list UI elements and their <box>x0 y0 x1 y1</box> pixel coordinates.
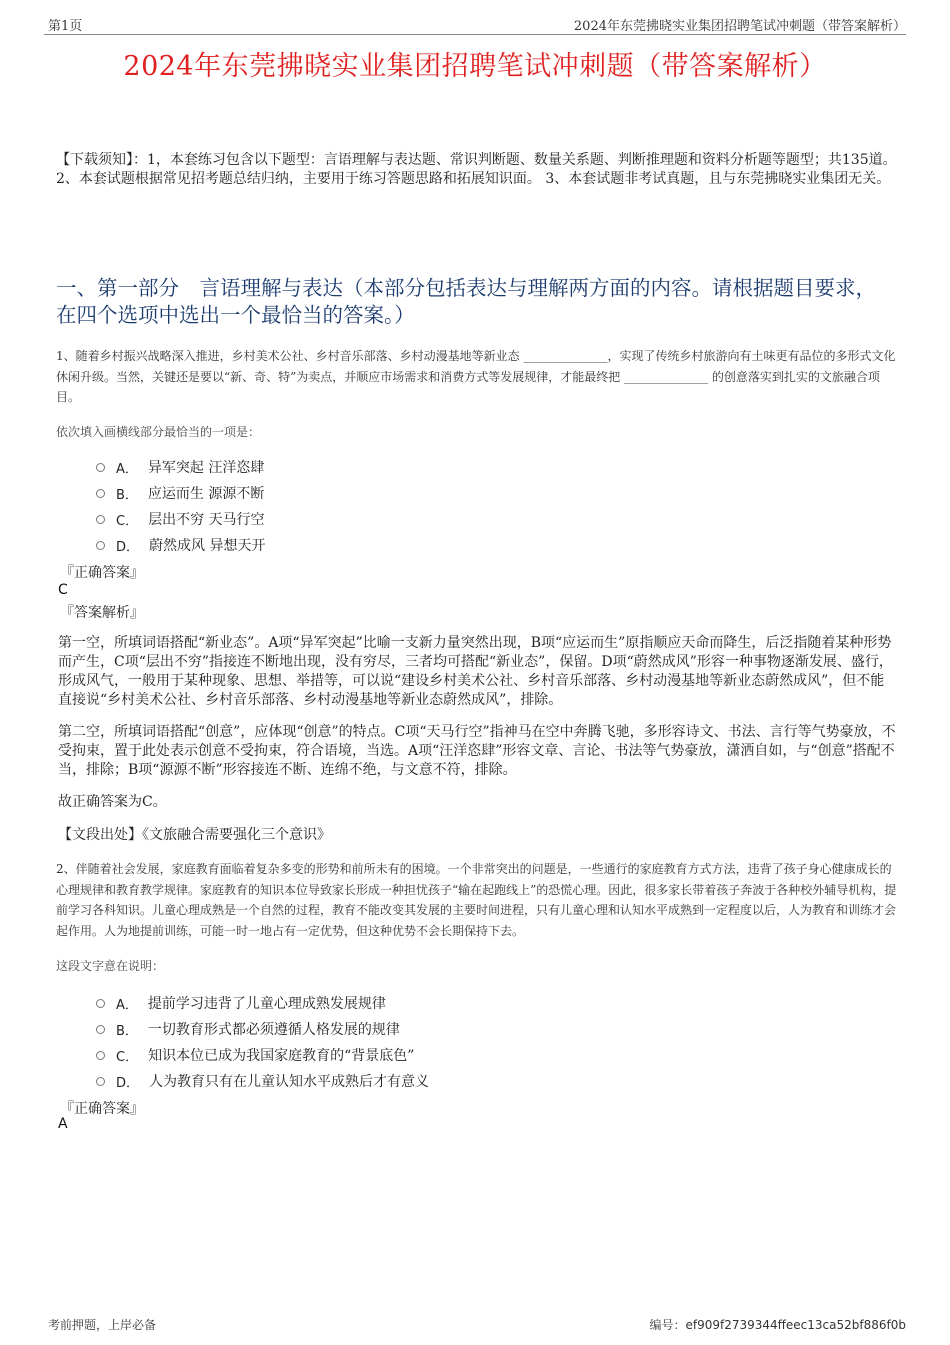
question-1-option-c[interactable] <box>96 509 265 529</box>
option-text: 层出不穷 天马行空 <box>148 512 265 528</box>
question-1-stem: 1、随着乡村振兴战略深入推进，乡村美术公社、乡村音乐部落、乡村动漫基地等新业态 ______________，实现了传统乡村旅游向有土味更有品位的多形式文化休闲升级。当然，关键还是要以“新、奇、特”为卖点，并顺应市场需求和消费方式等发展规律，才能最终把 ______________ 的创意落实到扎实的文旅融合项目。 <box>56 349 896 404</box>
footer-slogan: 考前押题，上岸必备 <box>48 1318 157 1332</box>
question-2-option-c[interactable] <box>96 1045 414 1065</box>
question-2-option-a[interactable] <box>96 993 386 1013</box>
option-text: 一切教育形式都必须遵循人格发展的规律 <box>147 1022 400 1038</box>
option-text: 人为教育只有在儿童认知水平成熟后才有意义 <box>149 1074 430 1090</box>
question-1-analysis-label: 『答案解析』 <box>60 605 144 621</box>
radio-icon[interactable] <box>96 999 105 1008</box>
radio-icon[interactable] <box>96 1025 105 1034</box>
header-divider <box>44 34 906 35</box>
radio-icon[interactable] <box>96 541 105 550</box>
question-1-option-a[interactable] <box>96 457 264 477</box>
radio-icon[interactable] <box>96 489 105 498</box>
question-1-analysis-paragraph-1: 第一空，所填词语搭配“新业态”。A项“异军突起”比喻一支新力量突然出现，B项“应运而生”原指顺应天命而降生，后泛指随着某种形势而产生，C项“层出不穷”指接连不断地出现，没有穷尽，三者均可搭配“新业态”，保留。D项“蔚然成风”形容一种事物逐渐发展、盛行，形成风气，一般用于某种现象、思想、举措等，可以说“建设乡村美术公社、乡村音乐部落、乡村动漫基地等新业态蔚然成风”，但不能直接说“乡村美术公社、乡村音乐部落、乡村动漫基地等新业态蔚然成风”，排除。 <box>58 635 893 708</box>
question-2-option-b[interactable] <box>96 1019 400 1039</box>
option-letter: A． <box>116 997 138 1013</box>
option-letter: A． <box>116 461 138 477</box>
option-text: 应运而生 源源不断 <box>147 486 265 502</box>
question-1-option-b[interactable] <box>96 483 264 503</box>
question-1-source: 【文段出处】《文旅融合需要强化三个意识》 <box>58 827 331 843</box>
radio-icon[interactable] <box>96 1077 105 1086</box>
option-letter: B． <box>116 1023 138 1039</box>
download-notice: 【下载须知】：1，本套练习包含以下题型：言语理解与表达题、常识判断题、数量关系题、判断推理题和资料分析题等题型；共135道。 2、本套试题根据常见招考题总结归纳，主要用于练习答题思路和拓展知识面。 3、本套试题非考试真题，且与东莞拂晓实业集团无关。 <box>56 152 897 187</box>
option-letter: D． <box>116 539 140 555</box>
question-1-answer: C <box>58 582 68 598</box>
footer-code <box>649 1316 906 1333</box>
footer-code-value: ef909f2739344ffeec13ca52bf886f0b <box>685 1318 906 1332</box>
question-2-stem: 2、伴随着社会发展，家庭教育面临着复杂多变的形势和前所未有的困境。一个非常突出的问题是，一些通行的家庭教育方式方法，违背了孩子身心健康成长的心理规律和教育教学规律。家庭教育的知识本位导致家长形成一种担忧孩子“输在起跑线上”的恐慌心理。因此，很多家长带着孩子奔波于各种校外辅导机构，提前学习各科知识。儿童心理成熟是一个自然的过程，教育不能改变其发展的主要时间进程，只有儿童心理和认知水平成熟到一定程度以后，人为教育和训练才会起作用。人为地提前训练，可能一时一地占有一定优势，但这种优势不会长期保持下去。 <box>56 862 897 938</box>
question-1-analysis-paragraph-2: 第二空，所填词语搭配“创意”，应体现“创意”的特点。C项“天马行空”指神马在空中奔腾飞驰，多形容诗文、书法、言行等气势豪放，不受拘束，置于此处表示创意不受拘束，符合语境，当选。A项“汪洋恣肆”形容文章、言论、书法等气势豪放，潇洒自如，与“创意”搭配不当，排除；B项“源源不断”形容接连不断、连绵不绝，与文意不符，排除。 <box>58 724 896 778</box>
question-2-answer: A <box>58 1116 68 1132</box>
option-letter: B． <box>116 487 138 503</box>
footer-code-label: 编号： <box>649 1318 686 1332</box>
option-letter: C． <box>116 1049 139 1065</box>
question-1-instruction: 依次填入画横线部分最恰当的一项是： <box>56 425 261 439</box>
page-title: 2024年东莞拂晓实业集团招聘笔试冲刺题（带答案解析） <box>123 51 827 82</box>
option-text: 提前学习违背了儿童心理成熟发展规律 <box>147 996 386 1012</box>
question-1-conclusion: 故正确答案为C。 <box>58 794 167 810</box>
question-2-answer-label: 『正确答案』 <box>60 1101 144 1117</box>
question-2-option-d[interactable] <box>96 1071 429 1091</box>
option-text: 蔚然成风 异想天开 <box>149 538 266 554</box>
header-page-number: 第1页 <box>48 19 83 34</box>
radio-icon[interactable] <box>96 515 105 524</box>
option-letter: C． <box>116 513 139 529</box>
option-letter: D． <box>116 1075 140 1091</box>
section-heading: 一、第一部分 言语理解与表达（本部分包括表达与理解两方面的内容。请根据题目要求，在四个选项中选出一个最恰当的答案。） <box>56 276 876 327</box>
question-1-option-d[interactable] <box>96 535 265 555</box>
radio-icon[interactable] <box>96 1051 105 1060</box>
radio-icon[interactable] <box>96 463 105 472</box>
option-text: 知识本位已成为我国家庭教育的“背景底色” <box>148 1048 415 1064</box>
question-1-answer-label: 『正确答案』 <box>60 565 144 581</box>
header-doc-title: 2024年东莞拂晓实业集团招聘笔试冲刺题（带答案解析） <box>573 19 906 34</box>
option-text: 异军突起 汪洋恣肆 <box>147 460 265 476</box>
question-2-instruction: 这段文字意在说明： <box>56 959 165 973</box>
